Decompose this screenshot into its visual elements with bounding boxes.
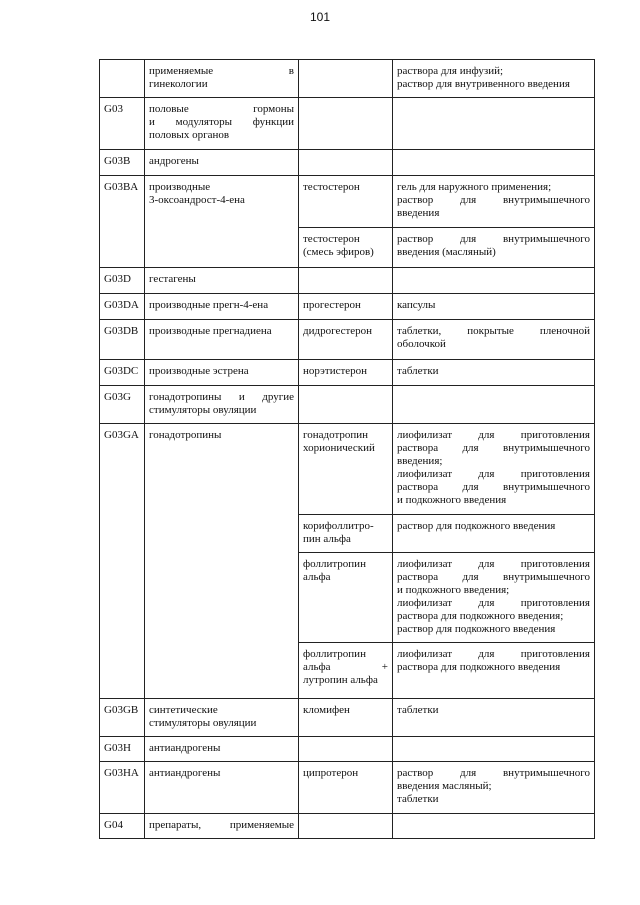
dosage-form-line: лиофилизат для приготовления xyxy=(397,468,590,480)
dosage-form-line: таблетки, покрытые пленочной xyxy=(397,325,590,337)
atc-group-name-cell xyxy=(145,98,299,150)
dosage-form-cell xyxy=(393,643,595,699)
atc-code-cell: G03DC xyxy=(100,360,145,386)
dosage-form-line: раствора для подкожного введения xyxy=(397,661,561,673)
atc-group-name-cell xyxy=(145,150,299,176)
dosage-form-line: таблетки xyxy=(397,704,439,716)
dosage-form-cell xyxy=(393,553,595,643)
drug-name-line: ципротерон xyxy=(303,767,359,779)
dosage-form-cell xyxy=(393,386,595,424)
dosage-form-line: и подкожного введения; xyxy=(397,584,510,596)
drug-name-cell xyxy=(299,360,393,386)
atc-group-name-cell xyxy=(145,737,299,762)
atc-code-cell: G03GA xyxy=(100,424,145,699)
atc-group-name-line: гонадотропины xyxy=(149,429,222,441)
dosage-form-cell xyxy=(393,294,595,320)
drug-name-cell xyxy=(299,515,393,553)
atc-group-name-line: применяемые в xyxy=(149,65,294,77)
dosage-form-line: введения (масляный) xyxy=(397,246,496,258)
atc-group-name-line: гонадотропины и другие xyxy=(149,391,294,403)
drug-name-cell xyxy=(299,294,393,320)
dosage-form-line: таблетки xyxy=(397,793,439,805)
dosage-form-line: введения; xyxy=(397,455,443,467)
drug-name-cell xyxy=(299,60,393,98)
atc-code-cell: G03G xyxy=(100,386,145,424)
dosage-form-cell xyxy=(393,737,595,762)
drug-name-cell xyxy=(299,386,393,424)
table-row xyxy=(100,98,595,150)
dosage-form-cell xyxy=(393,762,595,814)
dosage-form-line: раствора для инфузий; xyxy=(397,65,504,77)
atc-group-name-line: синтетические xyxy=(149,704,218,716)
drug-name-cell xyxy=(299,98,393,150)
atc-group-name-line: и модуляторы функции xyxy=(149,116,294,128)
dosage-form-cell xyxy=(393,98,595,150)
dosage-form-cell xyxy=(393,268,595,294)
drug-name-line: корифоллитро- xyxy=(303,520,374,532)
atc-group-name-line: стимуляторы овуляции xyxy=(149,717,257,729)
drug-name-cell xyxy=(299,762,393,814)
drug-name-cell xyxy=(299,268,393,294)
atc-code-cell xyxy=(100,60,145,98)
drug-name-line: фоллитропин xyxy=(303,558,366,570)
dosage-form-cell xyxy=(393,360,595,386)
atc-code-cell: G03B xyxy=(100,150,145,176)
dosage-form-line: лиофилизат для приготовления xyxy=(397,558,590,570)
dosage-form-line: лиофилизат для приготовления xyxy=(397,597,590,609)
atc-code-cell: G03H xyxy=(100,737,145,762)
atc-group-name-line: андрогены xyxy=(149,155,199,167)
atc-group-name-line: половых органов xyxy=(149,129,230,141)
table-row xyxy=(100,320,595,360)
atc-group-name-cell xyxy=(145,294,299,320)
drug-name-line: (смесь эфиров) xyxy=(303,246,374,258)
atc-group-name-line: препараты, применяемые xyxy=(149,819,294,831)
dosage-form-line: раствор для внутримышечного xyxy=(397,233,590,245)
atc-group-name-cell xyxy=(145,814,299,839)
atc-code-cell: G03 xyxy=(100,98,145,150)
atc-group-name-line: стимуляторы овуляции xyxy=(149,404,257,416)
dosage-form-line: раствор для подкожного введения xyxy=(397,623,556,635)
dosage-form-line: раствора для внутримышечного xyxy=(397,571,590,583)
atc-group-name-cell xyxy=(145,762,299,814)
dosage-form-line: раствора для внутримышечного xyxy=(397,481,590,493)
atc-group-name-line: 3-оксоандрост-4-ена xyxy=(149,194,245,206)
dosage-form-line: раствора для внутримышечного xyxy=(397,442,590,454)
atc-code-cell: G03DB xyxy=(100,320,145,360)
drug-name-cell xyxy=(299,150,393,176)
table-row xyxy=(100,386,595,424)
table-row xyxy=(100,294,595,320)
table-row xyxy=(100,268,595,294)
dosage-form-line: гель для наружного применения; xyxy=(397,181,552,193)
table-row xyxy=(100,150,595,176)
atc-group-name-line: производные эстрена xyxy=(149,365,249,377)
drug-name-cell xyxy=(299,699,393,737)
drug-name-cell xyxy=(299,737,393,762)
atc-group-name-cell xyxy=(145,176,299,268)
drug-name-cell xyxy=(299,228,393,268)
dosage-form-cell xyxy=(393,228,595,268)
atc-group-name-line: производные прегнадиена xyxy=(149,325,272,337)
atc-group-name-cell xyxy=(145,268,299,294)
atc-group-name-cell xyxy=(145,699,299,737)
atc-group-name-cell xyxy=(145,320,299,360)
drug-name-line: альфа xyxy=(303,571,331,583)
table-row xyxy=(100,424,595,515)
dosage-form-line: раствор для подкожного введения xyxy=(397,520,556,532)
dosage-form-line: лиофилизат для приготовления xyxy=(397,429,590,441)
drug-name-line: фоллитропин xyxy=(303,648,366,660)
drug-name-line: лутропин альфа xyxy=(303,674,378,686)
atc-group-name-line: антиандрогены xyxy=(149,742,221,754)
atc-group-name-line: половые гормоны xyxy=(149,103,294,115)
drug-name-cell xyxy=(299,176,393,228)
dosage-form-line: раствора для подкожного введения; xyxy=(397,610,564,622)
atc-code-cell: G03D xyxy=(100,268,145,294)
atc-group-name-line: производные xyxy=(149,181,211,193)
medication-classification-table xyxy=(99,59,595,839)
dosage-form-cell xyxy=(393,150,595,176)
page-number: 101 xyxy=(309,10,331,24)
dosage-form-cell xyxy=(393,814,595,839)
atc-group-name-cell xyxy=(145,60,299,98)
dosage-form-line: лиофилизат для приготовления xyxy=(397,648,590,660)
atc-group-name-line: гинекологии xyxy=(149,78,208,90)
atc-code-cell: G03DA xyxy=(100,294,145,320)
dosage-form-line: капсулы xyxy=(397,299,436,311)
table-row xyxy=(100,762,595,814)
drug-name-cell xyxy=(299,814,393,839)
dosage-form-line: введения xyxy=(397,207,440,219)
table-row xyxy=(100,60,595,98)
drug-name-line: гонадотропин xyxy=(303,429,369,441)
drug-name-line: прогестерон xyxy=(303,299,361,311)
dosage-form-line: таблетки xyxy=(397,365,439,377)
drug-name-line: дидрогестерон xyxy=(303,325,373,337)
table-row xyxy=(100,737,595,762)
atc-code-cell: G03GB xyxy=(100,699,145,737)
drug-name-line: тестостерон xyxy=(303,181,360,193)
dosage-form-cell xyxy=(393,60,595,98)
atc-group-name-cell xyxy=(145,386,299,424)
drug-name-line: тестостерон xyxy=(303,233,360,245)
table-row xyxy=(100,814,595,839)
dosage-form-line: раствор для внутривенного введения xyxy=(397,78,570,90)
drug-name-line: альфа + xyxy=(303,661,388,673)
atc-code-cell: G03HA xyxy=(100,762,145,814)
atc-group-name-cell xyxy=(145,360,299,386)
dosage-form-line: и подкожного введения xyxy=(397,494,507,506)
atc-group-name-line: гестагены xyxy=(149,273,196,285)
drug-name-cell xyxy=(299,553,393,643)
dosage-form-line: оболочкой xyxy=(397,338,446,350)
atc-code-cell: G04 xyxy=(100,814,145,839)
atc-group-name-line: антиандрогены xyxy=(149,767,221,779)
table-row xyxy=(100,176,595,228)
dosage-form-cell xyxy=(393,176,595,228)
atc-group-name-line: производные прегн-4-ена xyxy=(149,299,269,311)
atc-group-name-cell xyxy=(145,424,299,699)
dosage-form-cell xyxy=(393,515,595,553)
dosage-form-cell xyxy=(393,320,595,360)
drug-name-cell xyxy=(299,320,393,360)
table-row xyxy=(100,360,595,386)
dosage-form-line: раствор для внутримышечного xyxy=(397,767,590,779)
drug-name-line: норэтистерон xyxy=(303,365,368,377)
drug-name-line: кломифен xyxy=(303,704,350,716)
drug-name-line: хорионический xyxy=(303,442,375,454)
table-row xyxy=(100,699,595,737)
dosage-form-line: раствор для внутримышечного xyxy=(397,194,590,206)
drug-name-cell xyxy=(299,643,393,699)
atc-code-cell: G03BA xyxy=(100,176,145,268)
dosage-form-line: введения масляный; xyxy=(397,780,492,792)
drug-name-cell xyxy=(299,424,393,515)
drug-name-line: пин альфа xyxy=(303,533,351,545)
dosage-form-cell xyxy=(393,699,595,737)
dosage-form-cell xyxy=(393,424,595,515)
